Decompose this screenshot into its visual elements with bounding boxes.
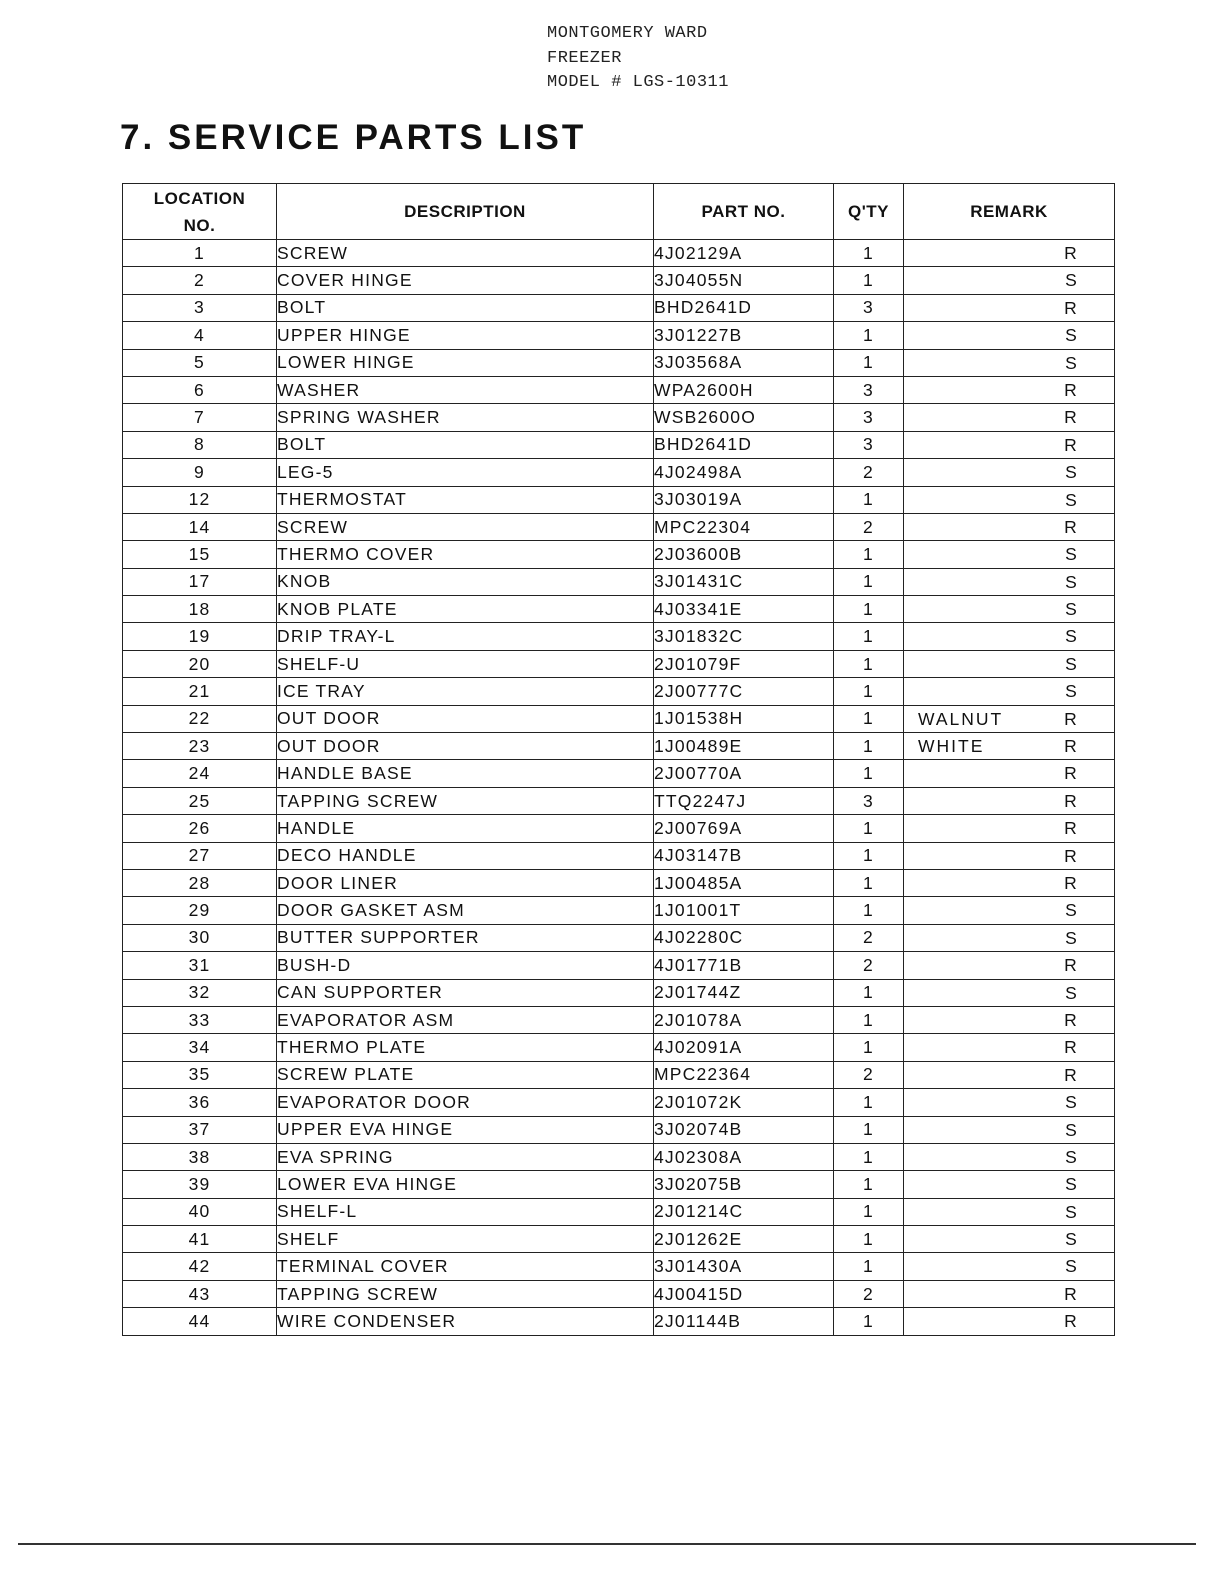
location-no-cell: 38 bbox=[123, 1143, 277, 1170]
column-header-location-line2: NO. bbox=[183, 215, 216, 235]
location-no-cell: 6 bbox=[123, 376, 277, 403]
table-row bbox=[123, 267, 1115, 294]
remark-cell bbox=[904, 404, 1115, 431]
description-cell: THERMOSTAT bbox=[277, 486, 654, 513]
table-row bbox=[123, 760, 1115, 787]
description-cell: EVAPORATOR DOOR bbox=[277, 1089, 654, 1116]
table-row bbox=[123, 376, 1115, 403]
part-no-cell: 3J03019A bbox=[654, 486, 834, 513]
qty-cell: 2 bbox=[834, 459, 904, 486]
part-no-cell: 4J02280C bbox=[654, 924, 834, 951]
location-no-cell: 18 bbox=[123, 596, 277, 623]
remark-cell bbox=[904, 1143, 1115, 1170]
remark-cell bbox=[904, 1034, 1115, 1061]
description-cell: LOWER HINGE bbox=[277, 349, 654, 376]
part-no-cell: 2J01744Z bbox=[654, 979, 834, 1006]
table-row bbox=[123, 952, 1115, 979]
description-cell: UPPER HINGE bbox=[277, 322, 654, 349]
location-no-cell: 33 bbox=[123, 1006, 277, 1033]
part-no-cell: 1J00489E bbox=[654, 733, 834, 760]
part-no-cell: 3J02074B bbox=[654, 1116, 834, 1143]
header-product: FREEZER bbox=[547, 48, 622, 68]
description-cell: BUTTER SUPPORTER bbox=[277, 924, 654, 951]
location-no-cell: 34 bbox=[123, 1034, 277, 1061]
description-cell: TAPPING SCREW bbox=[277, 1280, 654, 1307]
location-no-cell: 26 bbox=[123, 815, 277, 842]
remark-code: S bbox=[1065, 982, 1078, 1003]
location-no-cell: 37 bbox=[123, 1116, 277, 1143]
table-row bbox=[123, 1253, 1115, 1280]
table-row bbox=[123, 623, 1115, 650]
table-row bbox=[123, 294, 1115, 321]
table-row bbox=[123, 1308, 1115, 1335]
part-no-cell: 2J00777C bbox=[654, 678, 834, 705]
part-no-cell: 4J02129A bbox=[654, 240, 834, 267]
column-header-remark: REMARK bbox=[904, 184, 1115, 240]
description-cell: WASHER bbox=[277, 376, 654, 403]
table-row bbox=[123, 541, 1115, 568]
table-row bbox=[123, 705, 1115, 732]
remark-code: S bbox=[1065, 462, 1078, 483]
location-no-cell: 20 bbox=[123, 650, 277, 677]
remark-cell bbox=[904, 760, 1115, 787]
remark-code: R bbox=[1064, 708, 1078, 729]
remark-cell bbox=[904, 294, 1115, 321]
part-no-cell: 4J02498A bbox=[654, 459, 834, 486]
part-no-cell: 2J01072K bbox=[654, 1089, 834, 1116]
part-no-cell: 3J01431C bbox=[654, 568, 834, 595]
location-no-cell: 8 bbox=[123, 431, 277, 458]
remark-cell bbox=[904, 869, 1115, 896]
remark-cell bbox=[904, 1171, 1115, 1198]
location-no-cell: 25 bbox=[123, 787, 277, 814]
remark-code: S bbox=[1065, 1256, 1078, 1277]
qty-cell: 1 bbox=[834, 1116, 904, 1143]
location-no-cell: 19 bbox=[123, 623, 277, 650]
table-row bbox=[123, 815, 1115, 842]
part-no-cell: 2J01079F bbox=[654, 650, 834, 677]
table-row bbox=[123, 240, 1115, 267]
qty-cell: 1 bbox=[834, 1253, 904, 1280]
location-no-cell: 23 bbox=[123, 733, 277, 760]
qty-cell: 1 bbox=[834, 1006, 904, 1033]
qty-cell: 2 bbox=[834, 1280, 904, 1307]
description-cell: BOLT bbox=[277, 431, 654, 458]
description-cell: COVER HINGE bbox=[277, 267, 654, 294]
qty-cell: 1 bbox=[834, 486, 904, 513]
part-no-cell: 2J00770A bbox=[654, 760, 834, 787]
qty-cell: 1 bbox=[834, 760, 904, 787]
location-no-cell: 15 bbox=[123, 541, 277, 568]
table-row bbox=[123, 650, 1115, 677]
remark-code: S bbox=[1065, 1146, 1078, 1167]
location-no-cell: 31 bbox=[123, 952, 277, 979]
part-no-cell: 1J01001T bbox=[654, 897, 834, 924]
remark-cell bbox=[904, 1253, 1115, 1280]
table-row bbox=[123, 1226, 1115, 1253]
table-row bbox=[123, 1171, 1115, 1198]
description-cell: HANDLE BASE bbox=[277, 760, 654, 787]
part-no-cell: WPA2600H bbox=[654, 376, 834, 403]
column-header-location-line1: LOCATION bbox=[153, 188, 246, 208]
remark-code: S bbox=[1065, 1229, 1078, 1250]
table-row bbox=[123, 897, 1115, 924]
description-cell: SHELF-L bbox=[277, 1198, 654, 1225]
location-no-cell: 12 bbox=[123, 486, 277, 513]
remark-code: R bbox=[1064, 1064, 1078, 1085]
remark-code: R bbox=[1064, 955, 1078, 976]
remark-code: R bbox=[1064, 736, 1078, 757]
remark-code: R bbox=[1064, 1037, 1078, 1058]
column-header-description: DESCRIPTION bbox=[277, 184, 654, 240]
remark-cell bbox=[904, 979, 1115, 1006]
qty-cell: 1 bbox=[834, 815, 904, 842]
remark-code: R bbox=[1064, 818, 1078, 839]
table-row bbox=[123, 924, 1115, 951]
column-header-location bbox=[123, 184, 277, 240]
remark-note: WALNUT bbox=[918, 708, 1004, 729]
table-row bbox=[123, 568, 1115, 595]
remark-code: S bbox=[1065, 325, 1078, 346]
remark-code: R bbox=[1064, 872, 1078, 893]
table-row bbox=[123, 1089, 1115, 1116]
remark-cell bbox=[904, 596, 1115, 623]
description-cell: KNOB bbox=[277, 568, 654, 595]
part-no-cell: 3J01227B bbox=[654, 322, 834, 349]
table-row bbox=[123, 459, 1115, 486]
remark-cell bbox=[904, 897, 1115, 924]
location-no-cell: 7 bbox=[123, 404, 277, 431]
table-row bbox=[123, 1006, 1115, 1033]
qty-cell: 3 bbox=[834, 787, 904, 814]
location-no-cell: 28 bbox=[123, 869, 277, 896]
part-no-cell: 3J03568A bbox=[654, 349, 834, 376]
table-row bbox=[123, 733, 1115, 760]
qty-cell: 2 bbox=[834, 952, 904, 979]
table-row bbox=[123, 869, 1115, 896]
location-no-cell: 5 bbox=[123, 349, 277, 376]
part-no-cell: 4J02308A bbox=[654, 1143, 834, 1170]
part-no-cell: 2J00769A bbox=[654, 815, 834, 842]
remark-cell bbox=[904, 924, 1115, 951]
qty-cell: 1 bbox=[834, 596, 904, 623]
description-cell: WIRE CONDENSER bbox=[277, 1308, 654, 1335]
part-no-cell: 2J01078A bbox=[654, 1006, 834, 1033]
remark-cell bbox=[904, 376, 1115, 403]
remark-cell bbox=[904, 568, 1115, 595]
qty-cell: 2 bbox=[834, 1061, 904, 1088]
description-cell: OUT DOOR bbox=[277, 733, 654, 760]
description-cell: SCREW PLATE bbox=[277, 1061, 654, 1088]
table-row bbox=[123, 1034, 1115, 1061]
location-no-cell: 4 bbox=[123, 322, 277, 349]
location-no-cell: 36 bbox=[123, 1089, 277, 1116]
part-no-cell: BHD2641D bbox=[654, 294, 834, 321]
remark-code: S bbox=[1065, 571, 1078, 592]
qty-cell: 1 bbox=[834, 733, 904, 760]
location-no-cell: 43 bbox=[123, 1280, 277, 1307]
qty-cell: 1 bbox=[834, 349, 904, 376]
description-cell: CAN SUPPORTER bbox=[277, 979, 654, 1006]
location-no-cell: 2 bbox=[123, 267, 277, 294]
description-cell: SPRING WASHER bbox=[277, 404, 654, 431]
qty-cell: 1 bbox=[834, 267, 904, 294]
description-cell: THERMO PLATE bbox=[277, 1034, 654, 1061]
part-no-cell: 4J03147B bbox=[654, 842, 834, 869]
description-cell: BOLT bbox=[277, 294, 654, 321]
description-cell: DOOR GASKET ASM bbox=[277, 897, 654, 924]
table-header-row bbox=[123, 184, 1115, 240]
description-cell: LOWER EVA HINGE bbox=[277, 1171, 654, 1198]
location-no-cell: 27 bbox=[123, 842, 277, 869]
remark-code: S bbox=[1065, 544, 1078, 565]
qty-cell: 3 bbox=[834, 376, 904, 403]
table-row bbox=[123, 349, 1115, 376]
table-row bbox=[123, 404, 1115, 431]
remark-code: R bbox=[1064, 379, 1078, 400]
location-no-cell: 3 bbox=[123, 294, 277, 321]
location-no-cell: 44 bbox=[123, 1308, 277, 1335]
remark-cell bbox=[904, 1116, 1115, 1143]
remark-code: R bbox=[1064, 763, 1078, 784]
qty-cell: 3 bbox=[834, 404, 904, 431]
part-no-cell: 1J00485A bbox=[654, 869, 834, 896]
part-no-cell: 2J01262E bbox=[654, 1226, 834, 1253]
header-model: MODEL # LGS-10311 bbox=[547, 73, 729, 92]
part-no-cell: 3J01832C bbox=[654, 623, 834, 650]
table-body bbox=[123, 240, 1115, 1336]
description-cell: LEG-5 bbox=[277, 459, 654, 486]
qty-cell: 1 bbox=[834, 650, 904, 677]
location-no-cell: 42 bbox=[123, 1253, 277, 1280]
description-cell: BUSH-D bbox=[277, 952, 654, 979]
description-cell: OUT DOOR bbox=[277, 705, 654, 732]
table-row bbox=[123, 513, 1115, 540]
table-row bbox=[123, 842, 1115, 869]
qty-cell: 1 bbox=[834, 1034, 904, 1061]
part-no-cell: 2J01144B bbox=[654, 1308, 834, 1335]
part-no-cell: 1J01538H bbox=[654, 705, 834, 732]
remark-cell bbox=[904, 431, 1115, 458]
qty-cell: 1 bbox=[834, 541, 904, 568]
remark-cell bbox=[904, 267, 1115, 294]
part-no-cell: 3J02075B bbox=[654, 1171, 834, 1198]
qty-cell: 3 bbox=[834, 431, 904, 458]
part-no-cell: MPC22364 bbox=[654, 1061, 834, 1088]
part-no-cell: 2J01214C bbox=[654, 1198, 834, 1225]
remark-code: S bbox=[1065, 681, 1078, 702]
part-no-cell: 4J00415D bbox=[654, 1280, 834, 1307]
remark-code: R bbox=[1064, 790, 1078, 811]
qty-cell: 1 bbox=[834, 1226, 904, 1253]
service-parts-table bbox=[122, 183, 1115, 1336]
location-no-cell: 35 bbox=[123, 1061, 277, 1088]
remark-code: R bbox=[1064, 297, 1078, 318]
table-row bbox=[123, 1198, 1115, 1225]
qty-cell: 1 bbox=[834, 1143, 904, 1170]
description-cell: TAPPING SCREW bbox=[277, 787, 654, 814]
description-cell: SCREW bbox=[277, 513, 654, 540]
remark-cell bbox=[904, 322, 1115, 349]
qty-cell: 2 bbox=[834, 513, 904, 540]
remark-code: S bbox=[1065, 352, 1078, 373]
table-row bbox=[123, 1061, 1115, 1088]
remark-code: R bbox=[1064, 243, 1078, 263]
part-no-cell: 4J01771B bbox=[654, 952, 834, 979]
description-cell: DOOR LINER bbox=[277, 869, 654, 896]
table-row bbox=[123, 486, 1115, 513]
description-cell: THERMO COVER bbox=[277, 541, 654, 568]
part-no-cell: 4J03341E bbox=[654, 596, 834, 623]
description-cell: TERMINAL COVER bbox=[277, 1253, 654, 1280]
location-no-cell: 24 bbox=[123, 760, 277, 787]
location-no-cell: 22 bbox=[123, 705, 277, 732]
table-row bbox=[123, 596, 1115, 623]
remark-cell bbox=[904, 1006, 1115, 1033]
remark-cell bbox=[904, 623, 1115, 650]
remark-cell bbox=[904, 650, 1115, 677]
table-row bbox=[123, 1143, 1115, 1170]
remark-code: S bbox=[1065, 270, 1078, 291]
location-no-cell: 14 bbox=[123, 513, 277, 540]
remark-cell bbox=[904, 541, 1115, 568]
remark-cell bbox=[904, 842, 1115, 869]
location-no-cell: 17 bbox=[123, 568, 277, 595]
qty-cell: 3 bbox=[834, 294, 904, 321]
table-row bbox=[123, 979, 1115, 1006]
remark-code: S bbox=[1065, 599, 1078, 620]
remark-code: S bbox=[1065, 900, 1078, 921]
part-no-cell: 2J03600B bbox=[654, 541, 834, 568]
remark-note: WHITE bbox=[918, 736, 985, 757]
document-header bbox=[547, 22, 729, 96]
qty-cell: 2 bbox=[834, 924, 904, 951]
remark-code: R bbox=[1064, 1009, 1078, 1030]
part-no-cell: BHD2641D bbox=[654, 431, 834, 458]
part-no-cell: TTQ2247J bbox=[654, 787, 834, 814]
qty-cell: 1 bbox=[834, 897, 904, 924]
qty-cell: 1 bbox=[834, 705, 904, 732]
description-cell: DRIP TRAY-L bbox=[277, 623, 654, 650]
remark-code: S bbox=[1065, 1174, 1078, 1195]
part-no-cell: WSB2600O bbox=[654, 404, 834, 431]
remark-code: R bbox=[1064, 434, 1078, 455]
location-no-cell: 39 bbox=[123, 1171, 277, 1198]
description-cell: SCREW bbox=[277, 240, 654, 267]
location-no-cell: 9 bbox=[123, 459, 277, 486]
remark-code: S bbox=[1065, 1092, 1078, 1113]
location-no-cell: 30 bbox=[123, 924, 277, 951]
description-cell: UPPER EVA HINGE bbox=[277, 1116, 654, 1143]
remark-code: S bbox=[1065, 1119, 1078, 1140]
part-no-cell: 3J01430A bbox=[654, 1253, 834, 1280]
remark-cell bbox=[904, 459, 1115, 486]
remark-cell bbox=[904, 1226, 1115, 1253]
column-header-qty: Q'TY bbox=[834, 184, 904, 240]
remark-cell bbox=[904, 952, 1115, 979]
qty-cell: 1 bbox=[834, 568, 904, 595]
qty-cell: 1 bbox=[834, 240, 904, 267]
remark-cell bbox=[904, 1308, 1115, 1335]
table-row bbox=[123, 431, 1115, 458]
qty-cell: 1 bbox=[834, 842, 904, 869]
header-brand: MONTGOMERY WARD bbox=[547, 24, 708, 43]
remark-cell bbox=[904, 513, 1115, 540]
qty-cell: 1 bbox=[834, 1198, 904, 1225]
remark-code: R bbox=[1064, 1283, 1078, 1304]
description-cell: SHELF bbox=[277, 1226, 654, 1253]
remark-cell bbox=[904, 1089, 1115, 1116]
description-cell: KNOB PLATE bbox=[277, 596, 654, 623]
description-cell: HANDLE bbox=[277, 815, 654, 842]
qty-cell: 1 bbox=[834, 869, 904, 896]
remark-cell bbox=[904, 1061, 1115, 1088]
remark-code: S bbox=[1065, 626, 1078, 647]
remark-cell bbox=[904, 733, 1115, 760]
qty-cell: 1 bbox=[834, 1171, 904, 1198]
location-no-cell: 41 bbox=[123, 1226, 277, 1253]
description-cell: DECO HANDLE bbox=[277, 842, 654, 869]
description-cell: EVA SPRING bbox=[277, 1143, 654, 1170]
description-cell: ICE TRAY bbox=[277, 678, 654, 705]
table-row bbox=[123, 678, 1115, 705]
qty-cell: 1 bbox=[834, 623, 904, 650]
remark-code: R bbox=[1064, 516, 1078, 537]
remark-cell bbox=[904, 240, 1115, 267]
remark-code: S bbox=[1065, 653, 1078, 674]
remark-cell bbox=[904, 349, 1115, 376]
remark-cell bbox=[904, 1198, 1115, 1225]
location-no-cell: 40 bbox=[123, 1198, 277, 1225]
table-row bbox=[123, 1116, 1115, 1143]
part-no-cell: MPC22304 bbox=[654, 513, 834, 540]
remark-cell bbox=[904, 787, 1115, 814]
remark-cell bbox=[904, 705, 1115, 732]
remark-cell bbox=[904, 678, 1115, 705]
remark-code: R bbox=[1064, 845, 1078, 866]
qty-cell: 1 bbox=[834, 979, 904, 1006]
location-no-cell: 21 bbox=[123, 678, 277, 705]
remark-cell bbox=[904, 815, 1115, 842]
qty-cell: 1 bbox=[834, 322, 904, 349]
table-row bbox=[123, 787, 1115, 814]
qty-cell: 1 bbox=[834, 1308, 904, 1335]
location-no-cell: 1 bbox=[123, 240, 277, 267]
part-no-cell: 3J04055N bbox=[654, 267, 834, 294]
remark-cell bbox=[904, 1280, 1115, 1307]
remark-code: S bbox=[1065, 1201, 1078, 1222]
location-no-cell: 29 bbox=[123, 897, 277, 924]
column-header-part-no: PART NO. bbox=[654, 184, 834, 240]
description-cell: SHELF-U bbox=[277, 650, 654, 677]
remark-code: S bbox=[1065, 927, 1078, 948]
remark-code: R bbox=[1064, 407, 1078, 428]
remark-code: R bbox=[1064, 1311, 1078, 1332]
page-bottom-rule bbox=[18, 1543, 1196, 1545]
qty-cell: 1 bbox=[834, 678, 904, 705]
part-no-cell: 4J02091A bbox=[654, 1034, 834, 1061]
table-row bbox=[123, 1280, 1115, 1307]
table-row bbox=[123, 322, 1115, 349]
qty-cell: 1 bbox=[834, 1089, 904, 1116]
remark-cell bbox=[904, 486, 1115, 513]
remark-code: S bbox=[1065, 489, 1078, 510]
location-no-cell: 32 bbox=[123, 979, 277, 1006]
section-title: 7. SERVICE PARTS LIST bbox=[120, 118, 587, 157]
description-cell: EVAPORATOR ASM bbox=[277, 1006, 654, 1033]
